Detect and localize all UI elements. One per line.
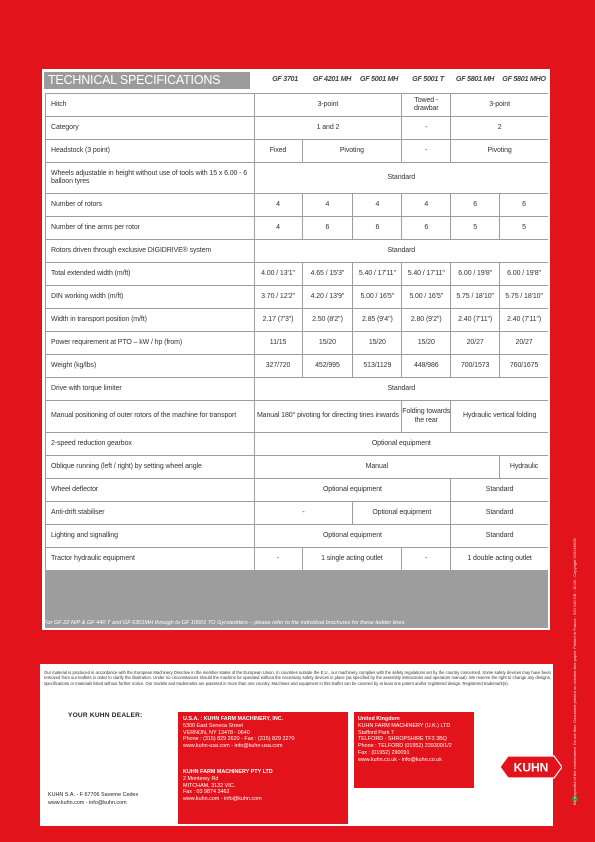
table-row	[45, 332, 548, 354]
value-cell: Standard	[255, 163, 548, 193]
row-label: Rotors driven through exclusive DIGIDRIVE® system	[46, 240, 254, 262]
value-cell: 2.80 (9'2")	[402, 309, 450, 331]
value-cell: Hydraulic	[500, 456, 548, 478]
table-row	[45, 117, 548, 139]
row-label: Anti-drift stabiliser	[46, 502, 254, 524]
row-label: DIN working width (m/ft)	[46, 286, 254, 308]
table-header	[42, 69, 550, 91]
table-row	[45, 401, 548, 432]
uk-address	[358, 716, 452, 764]
kuhn-logo-text: KUHN	[513, 760, 549, 775]
value-cell: Optional equipment	[255, 525, 451, 547]
value-cell: 3-point	[451, 94, 548, 116]
value-cell: 5.75 / 18'10"	[500, 286, 548, 308]
value-cell: 4	[255, 194, 302, 216]
value-cell: 15/20	[402, 332, 450, 354]
value-cell: Standard	[255, 240, 548, 262]
value-cell: 452/995	[303, 355, 353, 377]
value-cell: Manual	[255, 456, 500, 478]
table-row	[45, 456, 548, 478]
usa-address	[183, 716, 294, 750]
dealer-label: YOUR KUHN DEALER:	[68, 712, 143, 719]
row-label: 2-speed reduction gearbox	[46, 433, 254, 455]
table-row	[45, 217, 548, 239]
australia-address-title: KUHN FARM MACHINERY PTY LTD	[183, 769, 273, 775]
value-cell: 4.20 / 13'9"	[303, 286, 353, 308]
column-header-gf4201mh: GF 4201 MH	[312, 74, 352, 83]
table-row	[45, 502, 548, 524]
value-cell: 2	[451, 117, 548, 139]
value-cell: 2.17 (7'3")	[255, 309, 302, 331]
table-row	[45, 433, 548, 455]
value-cell: 6	[402, 217, 450, 239]
row-label: Manual positioning of outer rotors of the machine for transport	[46, 401, 254, 432]
row-label: Power requirement at PTO – kW / hp (from)	[46, 332, 254, 354]
row-label: Wheel deflector	[46, 479, 254, 501]
row-label: Weight (kg/lbs)	[46, 355, 254, 377]
value-cell: Towed - drawbar	[402, 94, 450, 116]
value-cell: 760/1675	[500, 355, 548, 377]
table-row	[45, 479, 548, 501]
value-cell: 5.40 / 17'11"	[402, 263, 450, 285]
row-label: Number of rotors	[46, 194, 254, 216]
column-header-gf3701: GF 3701	[272, 74, 298, 83]
value-cell: 4.65 / 15'3"	[303, 263, 353, 285]
value-cell: Hydraulic vertical folding	[451, 401, 548, 432]
row-label: Width in transport position (m/ft)	[46, 309, 254, 331]
value-cell: Standard	[255, 378, 548, 400]
specifications-table	[45, 93, 548, 628]
value-cell: Fixed	[255, 140, 302, 162]
value-cell: 6	[353, 217, 401, 239]
value-cell: Standard	[451, 479, 548, 501]
value-cell: 1 and 2	[255, 117, 402, 139]
footnote: For GF 22 N/P & GF 440 T and GF 6301MH through to GF 10601 TO Gyrotedders – please refer to the individual brochures for these tedder lines.	[44, 620, 406, 626]
value-cell: Optional equipment	[255, 433, 548, 455]
value-cell: Optional equipment	[255, 479, 451, 501]
value-cell: 11/15	[255, 332, 302, 354]
value-cell: 1 single acting outlet	[303, 548, 402, 570]
row-label: Wheels adjustable in height without use of tools with 15 x 6.00 - 6 balloon tyres	[46, 163, 254, 193]
value-cell: Optional equipment	[353, 502, 450, 524]
value-cell: Folding towards the rear	[402, 401, 450, 432]
kuhn-sa-address: KUHN S.A. - F 67706 Saverne Cedex www.kuhn.com - info@kuhn.com	[48, 792, 139, 806]
value-cell: 4	[353, 194, 401, 216]
page-title: TECHNICAL SPECIFICATIONS	[44, 72, 250, 89]
value-cell: Standard	[451, 502, 548, 524]
column-header-gf5801mho: GF 5801 MHO	[502, 74, 546, 83]
value-cell: 6	[451, 194, 499, 216]
table-row	[45, 525, 548, 547]
column-header-gf5001mh: GF 5001 MH	[359, 74, 399, 83]
table-row	[45, 548, 548, 570]
table-row	[45, 194, 548, 216]
legal-notice: Our material is produced in accordance with the European Machinery Directive in the member states of the European Union. In countries outside the E.U., our machinery complies with the safety regulations set by the country concerned. Some safety devices may have been removed from our leaflets in order to clarify the illustration. Under no circumstances should the machine be operated without the necessary safety devices in place (as specified by the assembly instructions and operators manual). We reserve the right to change any designs, specifications or materials listed without further notice. Our models and trademarks are patented in more than one country. Machines and equipment in this leaflet can be covered by at least one patent and/or registered design. Registered trademark(s).	[44, 670, 551, 686]
row-label: Tractor hydraulic equipment	[46, 548, 254, 570]
value-cell: 2.85 (9'4")	[353, 309, 401, 331]
row-label: Category	[46, 117, 254, 139]
column-header-gf5801mh: GF 5801 MH	[455, 74, 495, 83]
value-cell: 20/27	[451, 332, 499, 354]
australia-address	[183, 769, 273, 803]
value-cell: 4	[303, 194, 353, 216]
value-cell: 20/27	[500, 332, 548, 354]
kuhn-logo	[500, 755, 562, 779]
value-cell: 6.00 / 19'8"	[500, 263, 548, 285]
specifications-panel	[42, 69, 550, 630]
table-row	[45, 309, 548, 331]
top-red-band	[0, 0, 595, 69]
value-cell: -	[402, 548, 450, 570]
value-cell: 1 double acting outlet	[451, 548, 548, 570]
value-cell: 3.70 / 12'2"	[255, 286, 302, 308]
uk-address-body: KUHN FARM MACHINERY (U.K.) LTD Stafford Park 7 TELFORD - SHROPSHIRE TF3 3BQ Phone : TELFORD (01952) 239300/1/2 Fax : (01952) 290091 www.kuhn.co.uk - info@kuhn.co.uk	[358, 722, 452, 763]
australia-address-body: 2 Monterey Rd MITCHAM, 3132 VIC. Fax : 03 9874 3462 www.kuhn.com - info@kuhn.com	[183, 775, 262, 803]
row-label: Headstock (3 point)	[46, 140, 254, 162]
value-cell: Manual 180° pivoting for directing tines inwards	[255, 401, 402, 432]
value-cell: 5	[451, 217, 499, 239]
value-cell: Standard	[451, 525, 548, 547]
row-label: Oblique running (left / right) by setting wheel angle	[46, 456, 254, 478]
value-cell: 5	[500, 217, 548, 239]
table-row	[45, 286, 548, 308]
value-cell: 5.00 / 16'5"	[402, 286, 450, 308]
value-cell: 4.00 / 13'1"	[255, 263, 302, 285]
table-row	[45, 355, 548, 377]
value-cell: 2.40 (7'11")	[451, 309, 499, 331]
value-cell: -	[255, 548, 302, 570]
value-cell: 4	[255, 217, 302, 239]
value-cell: 2.50 (8'2")	[303, 309, 353, 331]
value-cell: 15/20	[303, 332, 353, 354]
value-cell: 448/986	[402, 355, 450, 377]
table-row	[45, 94, 548, 116]
row-label: Lighting and signalling	[46, 525, 254, 547]
value-cell: 6	[303, 217, 353, 239]
value-cell: 327/720	[255, 355, 302, 377]
column-header-gf5001t: GF 5001 T	[412, 74, 444, 83]
row-label: Total extended width (m/ft)	[46, 263, 254, 285]
value-cell: Pivoting	[451, 140, 548, 162]
table-row	[45, 263, 548, 285]
value-cell: Pivoting	[303, 140, 402, 162]
value-cell: -	[402, 140, 450, 162]
row-label: Number of tine arms per rotor	[46, 217, 254, 239]
value-cell: 5.40 / 17'11"	[353, 263, 401, 285]
value-cell: 513/1129	[353, 355, 401, 377]
value-cell: 6	[500, 194, 548, 216]
value-cell: 15/20	[353, 332, 401, 354]
side-note: Be respectful of the environment. Do not litter. Document printed on chlorine-free paper. Printed in France - 920 146 GB - 11.08 - Copyright 920146/GB	[572, 538, 577, 805]
value-cell: 6.00 / 19'8"	[451, 263, 499, 285]
table-row	[45, 378, 548, 400]
value-cell: 5.75 / 18'10"	[451, 286, 499, 308]
value-cell: 4	[402, 194, 450, 216]
table-row	[45, 163, 548, 193]
row-label: Drive with torque limiter	[46, 378, 254, 400]
value-cell: 700/1573	[451, 355, 499, 377]
usa-address-body: 5300 East Seneca Street VERNON, NY 13478 - 0640 Phone : (315) 829 2620 - Fax : (315) 829 2270 www.kuhn-usa.com - info@kuhn-usa.com	[183, 722, 295, 750]
value-cell: 2.40 (7'11")	[500, 309, 548, 331]
value-cell: -	[402, 117, 450, 139]
uk-address-title: United Kingdom	[358, 716, 400, 722]
usa-address-title: U.S.A. : KUHN FARM MACHINERY, INC.	[183, 716, 284, 722]
table-row	[45, 240, 548, 262]
table-row	[45, 140, 548, 162]
value-cell: 3-point	[255, 94, 402, 116]
row-label: Hitch	[46, 94, 254, 116]
value-cell: -	[255, 502, 353, 524]
value-cell: 5.00 / 16'5"	[353, 286, 401, 308]
